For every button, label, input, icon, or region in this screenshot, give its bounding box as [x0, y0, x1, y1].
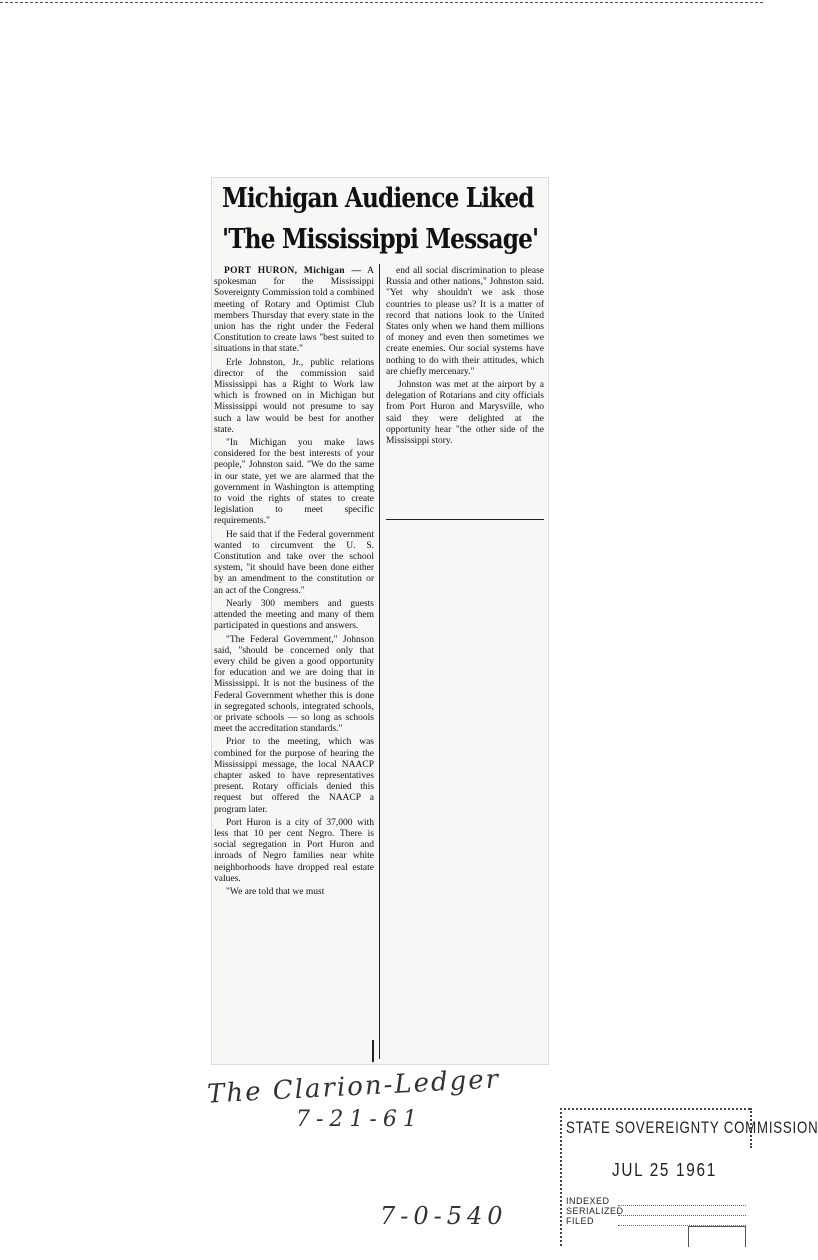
stamp-filed-label: FILED	[566, 1216, 595, 1226]
stamp-indexed-label: INDEXED	[566, 1196, 610, 1206]
article-column-1	[214, 266, 374, 900]
column-divider	[379, 264, 380, 1059]
handwritten-file-number: 7-0-540	[380, 1202, 508, 1230]
article-end-rule	[386, 519, 544, 520]
page-top-edge	[0, 2, 763, 3]
paragraph: end all social discrimination to please Russia and other nations," Johnston said. "Yet why shouldn't we ask those countries to please us? It is a matter of record that nations look to the United States only when we hand them millions of money and even then sometimes we create enemies. Our social systems have nothing to do with their attitudes, which are chiefly mercenary."	[386, 266, 544, 377]
stamp-serialized-line	[618, 1215, 746, 1216]
stamp-title: STATE SOVEREIGNTY COMMISSION	[566, 1118, 818, 1137]
paragraph: "In Michigan you make laws considered for the best interests of your people," Johnston said. "We do the same in our state, yet we are alarmed that the government in Washington is attempting to void the rights of states to create legislation to meet specific requirements."	[214, 438, 374, 527]
paragraph: Johnston was met at the airport by a delegation of Rotarians and city officials from Port Huron and Marysville, who said they were delighted at the opportunity hear "the other side of the Mississippi story.	[386, 380, 544, 447]
stamp-indexed-line	[618, 1205, 746, 1206]
stamp-serialized-label: SERIALIZED	[566, 1206, 624, 1216]
paragraph: Prior to the meeting, which was combined for the purpose of hearing the Mississippi message, the local NAACP chapter asked to have representatives present. Rotary officials denied this request but offered the NAACP a program later.	[214, 737, 374, 815]
handwritten-date: 7-21-61	[296, 1107, 423, 1132]
headline-line-1: Michigan Audience Liked	[222, 183, 534, 214]
stamp-date: JUL 25 1961	[612, 1160, 717, 1180]
paragraph: He said that if the Federal government wanted to circumvent the U. S. Constitution and take over the school system, "it should have been done either by an amendment to the constitution or an act of the Congress."	[214, 529, 374, 596]
stamp-border-top	[560, 1108, 750, 1110]
commission-stamp	[560, 1108, 818, 1248]
column-end-mark	[372, 1040, 374, 1062]
paragraph: PORT HURON, Michigan — A spokesman for the Mississippi Sovereignty Commission told a combined meeting of Rotary and Optimist Club members Thursday that every state in the union has the right under the Federal Constitution to create laws "best suited to situations in that state."	[214, 266, 375, 355]
paragraph: Nearly 300 members and guests attended the meeting and many of them participated in questions and answers.	[214, 598, 374, 632]
stamp-box	[688, 1226, 746, 1247]
paragraph: Port Huron is a city of 37,000 with less that 10 per cent Negro. There is social segregation in Port Huron and inroads of Negro families near white neighborhoods have dropped real estate values.	[214, 817, 374, 884]
headline-line-2: 'The Mississippi Message'	[222, 224, 539, 255]
article-column-2	[386, 266, 544, 449]
stamp-border-left	[560, 1108, 562, 1246]
paragraph: "We are told that we must	[226, 886, 325, 897]
paragraph: Erle Johnston, Jr., public relations director of the commission said Mississippi has a Right to Work law which is frowned on in Michigan but Mississippi would not presume to say such a law would be best for another state.	[214, 357, 374, 435]
paragraph: "The Federal Government," Johnson said, "should be concerned only that every child be given a good opportunity for education and we are doing that in Mississippi. It is not the business of the Federal Government whether this is done in segregated schools, integrated schools, or private schools — so long as schools meet the accreditation standards."	[214, 634, 374, 735]
handwritten-source: The Clarion-Ledger	[206, 1064, 501, 1110]
